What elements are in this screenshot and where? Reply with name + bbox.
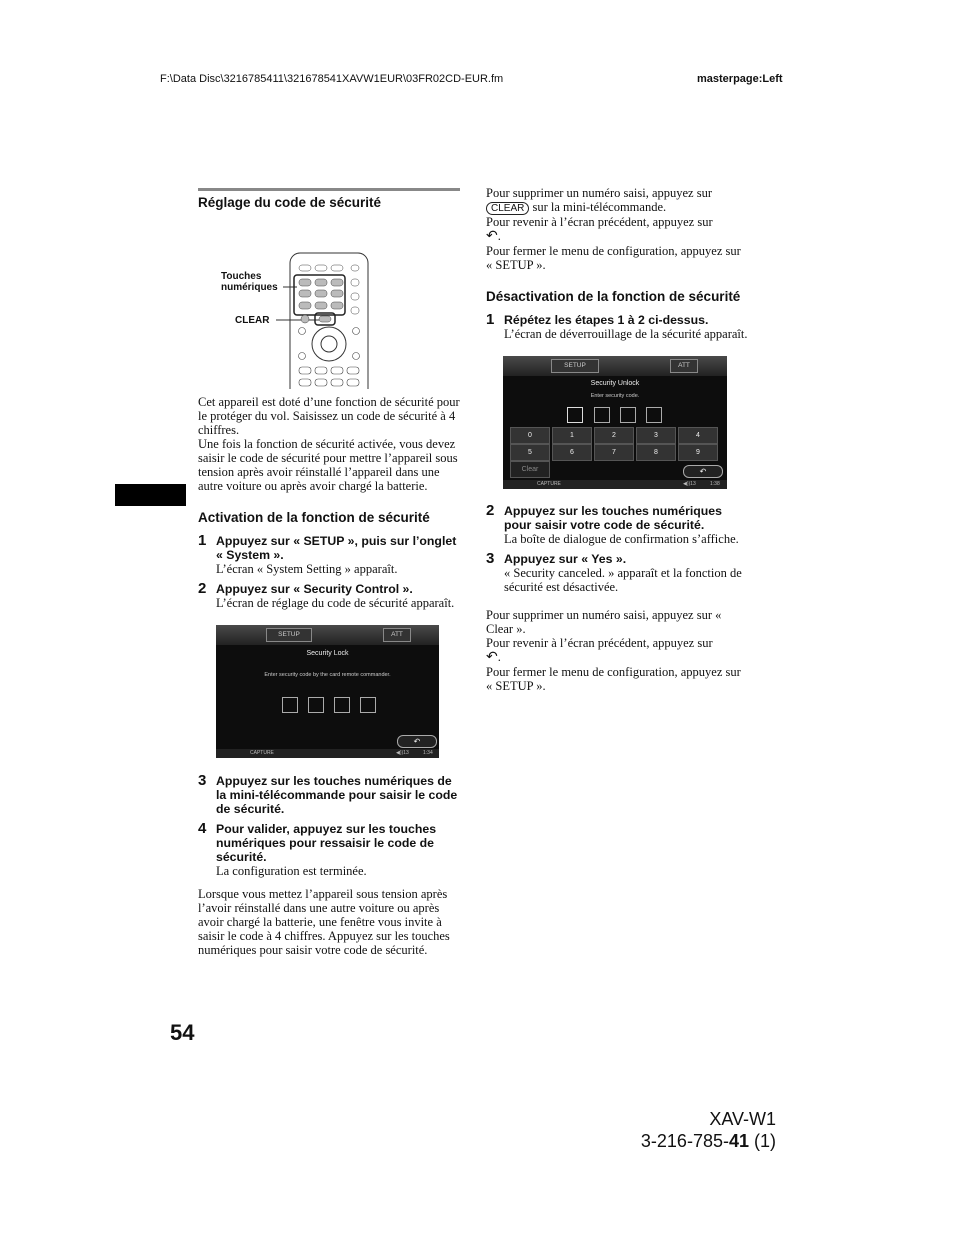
intro-paragraph-2: Une fois la fonction de sécurité activée, vous devez saisir le code de sécurité pour mettre l’appareil sous tension après avoir réinstallé l’appareil dans une autre voiture ou après avoir chargé la batterie. [198, 437, 458, 493]
step-number: 2 [198, 580, 207, 597]
step-desc: L’écran de déverrouillage de la sécurité apparaît. [504, 327, 748, 341]
close-note-2: Pour fermer le menu de configuration, appuyez sur « SETUP ». [486, 665, 741, 693]
step-desc: L’écran de réglage du code de sécurité apparaît. [216, 596, 455, 610]
step-title: Appuyez sur les touches numériques pour saisir votre code de sécurité. [504, 504, 722, 532]
screen-title: Security Lock [306, 650, 349, 657]
step-number: 1 [486, 311, 495, 328]
capture-label: CAPTURE [537, 481, 561, 487]
label-numeric-keys: Touches numériques [221, 271, 278, 293]
tab-att: ATT [670, 359, 698, 373]
model-info [630, 1108, 776, 1152]
security-lock-screenshot [216, 625, 439, 758]
code-box [646, 407, 662, 423]
key-8: 8 [636, 444, 676, 461]
screen-statusbar [503, 480, 727, 489]
code-box [620, 407, 636, 423]
back-note: Pour revenir à l’écran précédent, appuyez sur ↶. [486, 215, 713, 244]
code-suffix: (1) [749, 1131, 776, 1151]
key-9: 9 [678, 444, 718, 461]
step-3 [486, 552, 748, 594]
section-rule [198, 188, 460, 191]
outro-paragraph: Lorsque vous mettez l’appareil sous tension après l’avoir réinstallé dans une autre voiture ou après avoir chargé la batterie, une fenêtre vous invite à saisir le code à 4 chiffres. Appuyez sur les touches numériques pour saisir votre code de sécurité. [198, 887, 450, 957]
back-note-text: Pour revenir à l’écran précédent, appuyez sur [486, 215, 713, 229]
key-7: 7 [594, 444, 634, 461]
time-status: 1:34 [423, 750, 433, 756]
screen-topbar [503, 356, 727, 376]
step-1 [198, 534, 460, 576]
step-number: 3 [486, 550, 495, 567]
step-number: 4 [198, 820, 207, 837]
remote-illustration [198, 219, 460, 389]
back-note-2: Pour revenir à l’écran précédent, appuyez sur ↶. [486, 636, 713, 665]
volume-status: ◀))13 [396, 750, 409, 756]
step-1 [486, 313, 748, 341]
clear-key: Clear [510, 461, 550, 478]
step-desc: L’écran « System Setting » apparaît. [216, 562, 398, 576]
step-number: 3 [198, 772, 207, 789]
delete-note-clear: Pour supprimer un numéro saisi, appuyez sur « Clear ». [486, 608, 722, 636]
model-name: XAV-W1 [709, 1109, 776, 1129]
back-arrow-icon: ↶ [486, 229, 498, 244]
delete-note-text: Pour supprimer un numéro saisi, appuyez sur [486, 186, 713, 200]
code-box [282, 697, 298, 713]
remote-control-icon [198, 219, 460, 389]
key-4: 4 [678, 427, 718, 444]
key-0: 0 [510, 427, 550, 444]
back-arrow-icon: ↶ [683, 465, 723, 478]
screen-topbar [216, 625, 439, 645]
tab-setup: SETUP [551, 359, 599, 373]
step-title: Appuyez sur les touches numériques de la mini-télécommande pour saisir le code de sécurité. [216, 774, 458, 816]
step-title: Pour valider, appuyez sur les touches numériques pour ressaisir le code de sécurité. [216, 822, 437, 864]
tab-att: ATT [383, 628, 411, 642]
code-box [308, 697, 324, 713]
code-box [567, 407, 583, 423]
step-2 [486, 504, 748, 546]
time-status: 1:38 [710, 481, 720, 487]
step-desc: « Security canceled. » apparaît et la fonction de sécurité est désactivée. [504, 566, 742, 594]
security-unlock-screenshot [503, 356, 727, 489]
key-3: 3 [636, 427, 676, 444]
left-column [198, 188, 460, 957]
delete-note-text-2: sur la mini-télécommande. [532, 200, 667, 214]
screen-title: Security Unlock [590, 380, 640, 387]
back-note-text: Pour revenir à l’écran précédent, appuyez sur [486, 636, 713, 650]
step-title: Répétez les étapes 1 à 2 ci-dessus. [504, 313, 709, 327]
model-code [630, 1130, 776, 1152]
page-number: 54 [170, 1020, 195, 1045]
header-masterpage: masterpage:Left [697, 73, 783, 85]
code-prefix: 3-216-785- [640, 1131, 729, 1151]
clear-key-icon: CLEAR [486, 202, 529, 215]
close-note: Pour fermer le menu de configuration, appuyez sur « SETUP ». [486, 244, 741, 272]
key-1: 1 [552, 427, 592, 444]
step-title: Appuyez sur « Yes ». [504, 552, 627, 566]
deactivation-subtitle: Désactivation de la fonction de sécurité [486, 289, 741, 304]
right-column [486, 186, 748, 693]
tab-setup: SETUP [266, 628, 312, 642]
step-4 [198, 822, 460, 878]
step-title: Appuyez sur « Security Control ». [216, 582, 413, 596]
key-5: 5 [510, 444, 550, 461]
screen-statusbar [216, 749, 439, 758]
step-desc: La configuration est terminée. [216, 864, 367, 878]
screen-subtitle: Enter security code by the card remote commander. [264, 672, 391, 678]
step-2 [198, 582, 460, 610]
back-arrow-icon: ↶ [397, 735, 437, 748]
header-path: F:\Data Disc\3216785411\321678541XAVW1EUR\03FR02CD-EUR.fm [160, 73, 504, 85]
step-3 [198, 774, 460, 816]
step-number: 2 [486, 502, 495, 519]
key-6: 6 [552, 444, 592, 461]
delete-note-remote [486, 186, 748, 215]
section-tab-marker [115, 484, 186, 506]
code-box [594, 407, 610, 423]
step-desc: La boîte de dialogue de confirmation s’affiche. [504, 532, 739, 546]
back-arrow-icon: ↶ [486, 650, 498, 665]
screen-subtitle: Enter security code. [590, 393, 640, 399]
intro-paragraph: Cet appareil est doté d’une fonction de sécurité pour le protéger du vol. Saisissez un code de sécurité à 4 chiffres. [198, 395, 460, 437]
volume-status: ◀))13 [683, 481, 696, 487]
code-box [334, 697, 350, 713]
code-box [360, 697, 376, 713]
label-clear: CLEAR [235, 315, 270, 326]
step-title: Appuyez sur « SETUP », puis sur l’onglet « System ». [216, 534, 457, 562]
code-bold: 41 [728, 1131, 749, 1151]
capture-label: CAPTURE [250, 750, 274, 756]
section-title: Réglage du code de sécurité [198, 195, 382, 210]
activation-subtitle: Activation de la fonction de sécurité [198, 510, 430, 525]
key-2: 2 [594, 427, 634, 444]
step-number: 1 [198, 532, 207, 549]
